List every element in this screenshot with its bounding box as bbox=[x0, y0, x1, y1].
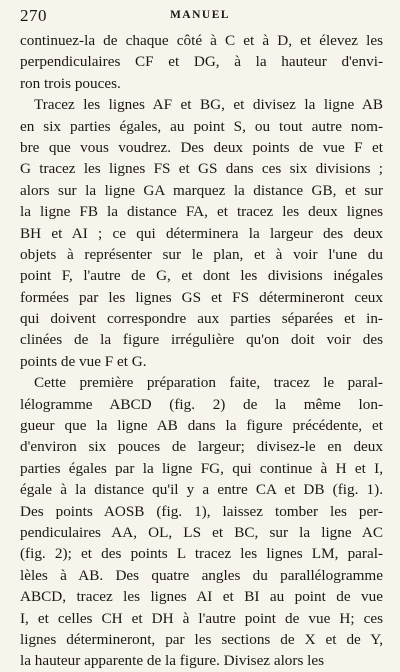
text-line: continuez-la de chaque côté à C et à D, et élevez les bbox=[20, 32, 383, 49]
text-line: Des points AOSB (fig. 1), laissez tomber les per- bbox=[20, 502, 383, 520]
page-number: 270 bbox=[20, 6, 47, 25]
text-line: I, et celles CH et DH à l'autre point de vue H; ces bbox=[20, 609, 383, 627]
text-line: Tracez les lignes AF et BG, et divisez la ligne AB bbox=[34, 96, 383, 114]
paragraph bbox=[20, 30, 383, 94]
text-line: point F, l'autre de G, et dont les divisions inégales bbox=[20, 267, 383, 285]
text-line: BH et AI ; ce qui déterminera la largeur des deux bbox=[20, 224, 383, 242]
running-title: MANUEL bbox=[169, 9, 231, 21]
text-line: la ligne FB la distance FA, et tracez les deux lignes bbox=[20, 203, 383, 221]
text-line: parties égales par la ligne FG, qui continue à H et I, bbox=[20, 459, 383, 477]
text-line: clinées de la figure irrégulière qu'on doit voir des bbox=[20, 331, 383, 349]
text-line: ABCD, tracez les lignes AI et BI au point de vue bbox=[20, 588, 383, 606]
text-body bbox=[20, 30, 383, 672]
text-line: d'environ six pouces de largeur; divisez-le en deux bbox=[20, 438, 383, 456]
text-line: ron trois pouces. bbox=[20, 74, 121, 92]
text-line: qui doivent correspondre aux parties séparées et in- bbox=[20, 310, 383, 328]
text-line: formées par les lignes GS et FS détermineront ceux bbox=[20, 288, 383, 306]
text-line: la hauteur apparente de la figure. Divisez alors les bbox=[20, 652, 325, 670]
text-line: perpendiculaires CF et DG, à la hauteur d'envi- bbox=[20, 53, 383, 71]
text-line: G tracez les lignes FS et GS dans ces six divisions ; bbox=[20, 160, 383, 178]
text-line: (fig. 2); et des points L tracez les lignes LM, paral- bbox=[20, 545, 383, 563]
text-line: objets à représenter sur le plan, et à voir l'une du bbox=[20, 245, 383, 263]
text-line: égale à la distance qu'il y a entre CA et DB (fig. 1). bbox=[20, 481, 383, 499]
page-header bbox=[20, 6, 380, 26]
text-line: lèles à AB. Des quatre angles du parallélogramme bbox=[20, 566, 383, 584]
text-line: alors sur la ligne GA marquez la distance GB, et sur bbox=[20, 181, 383, 199]
paragraph bbox=[20, 94, 383, 372]
paragraph bbox=[20, 372, 383, 671]
text-line: lignes détermineront, par les sections de X et de Y, bbox=[20, 630, 383, 648]
text-line: bre que vous voudrez. Des deux points de vue F et bbox=[20, 138, 383, 156]
text-line: lélogramme ABCD (fig. 2) de la même lon- bbox=[20, 395, 383, 413]
text-line: pendiculaires AA, OL, LS et BC, sur la ligne AC bbox=[20, 523, 383, 541]
text-line: en six parties égales, au point S, ou tout autre nom- bbox=[20, 117, 383, 135]
text-line: Cette première préparation faite, tracez le paral- bbox=[34, 374, 383, 392]
text-line: gueur que la ligne AB dans la figure précédente, et bbox=[20, 417, 383, 435]
text-line: points de vue F et G. bbox=[20, 352, 147, 370]
